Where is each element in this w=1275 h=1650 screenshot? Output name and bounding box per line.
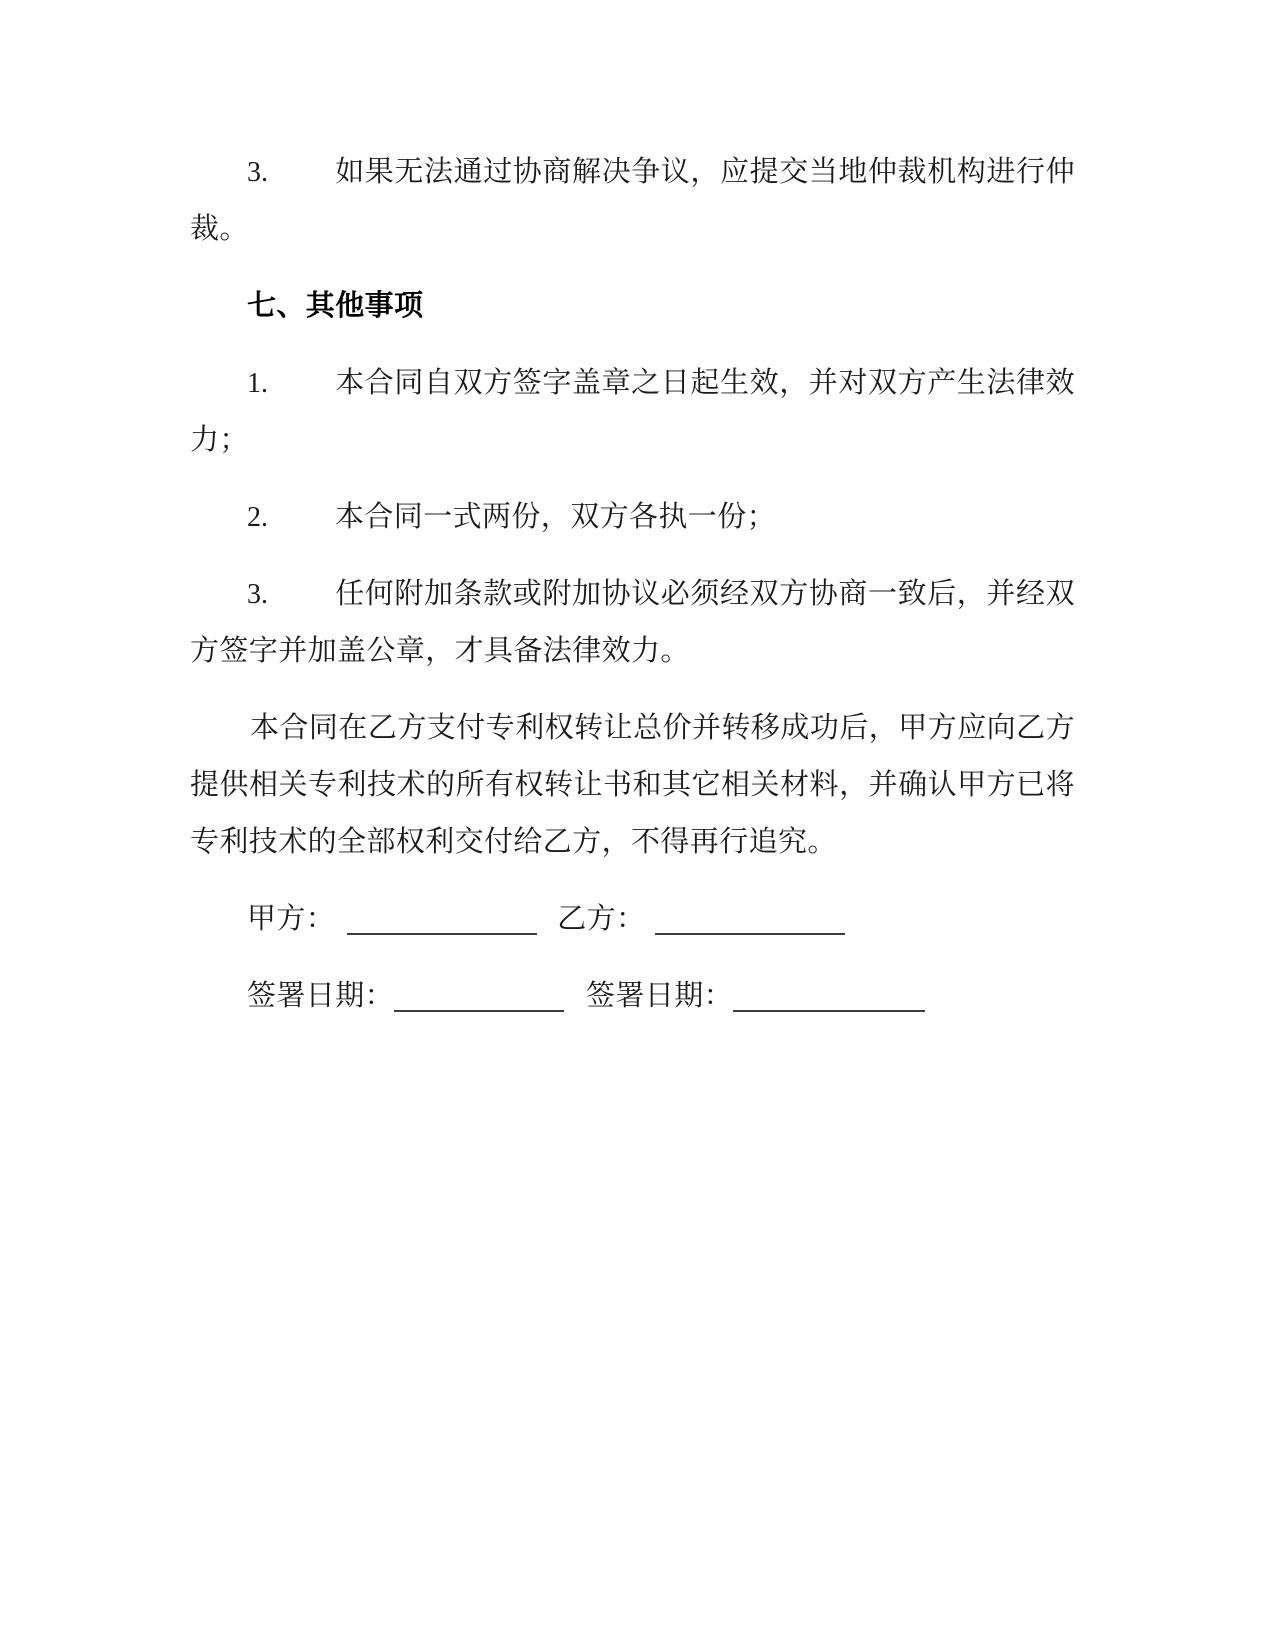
date-b-blank-line <box>733 985 925 1012</box>
party-a-blank-line <box>347 908 537 935</box>
signature-row <box>190 891 1075 948</box>
party-b-label: 乙方： <box>557 903 646 935</box>
party-a-label: 甲方： <box>247 903 336 935</box>
section-heading-other-matters: 七、其他事项 <box>247 290 424 322</box>
date-a-blank-line <box>394 985 564 1012</box>
clause-other-item-3 <box>190 566 1075 680</box>
clause-other-item-1 <box>190 355 1075 469</box>
clause-number: 1. <box>247 368 268 399</box>
date-a-label: 签署日期： <box>247 980 395 1012</box>
clause-text: 本合同自双方签字盖章之日起生效，并对双方产生法律效力； <box>190 367 1075 456</box>
signature-date-row <box>190 968 1075 1025</box>
party-b-blank-line <box>655 908 845 935</box>
clause-text: 任何附加条款或附加协议必须经双方协商一致后，并经双方签字并加盖公章，才具备法律效力。 <box>190 578 1075 667</box>
clause-number: 3. <box>247 579 268 610</box>
closing-paragraph: 本合同在乙方支付专利权转让总价并转移成功后，甲方应向乙方提供相关专利技术的所有权转让书和其它相关材料，并确认甲方已将专利技术的全部权利交付给乙方，不得再行追究。 <box>190 712 1075 858</box>
clause-number: 2. <box>247 502 268 533</box>
clause-text: 如果无法通过协商解决争议，应提交当地仲裁机构进行仲裁。 <box>190 156 1075 245</box>
clause-other-item-2 <box>190 489 1075 546</box>
date-b-label: 签署日期： <box>586 980 734 1012</box>
clause-text: 本合同一式两份，双方各执一份； <box>335 501 777 533</box>
clause-arbitration <box>190 144 1075 258</box>
clause-number: 3. <box>247 157 268 188</box>
